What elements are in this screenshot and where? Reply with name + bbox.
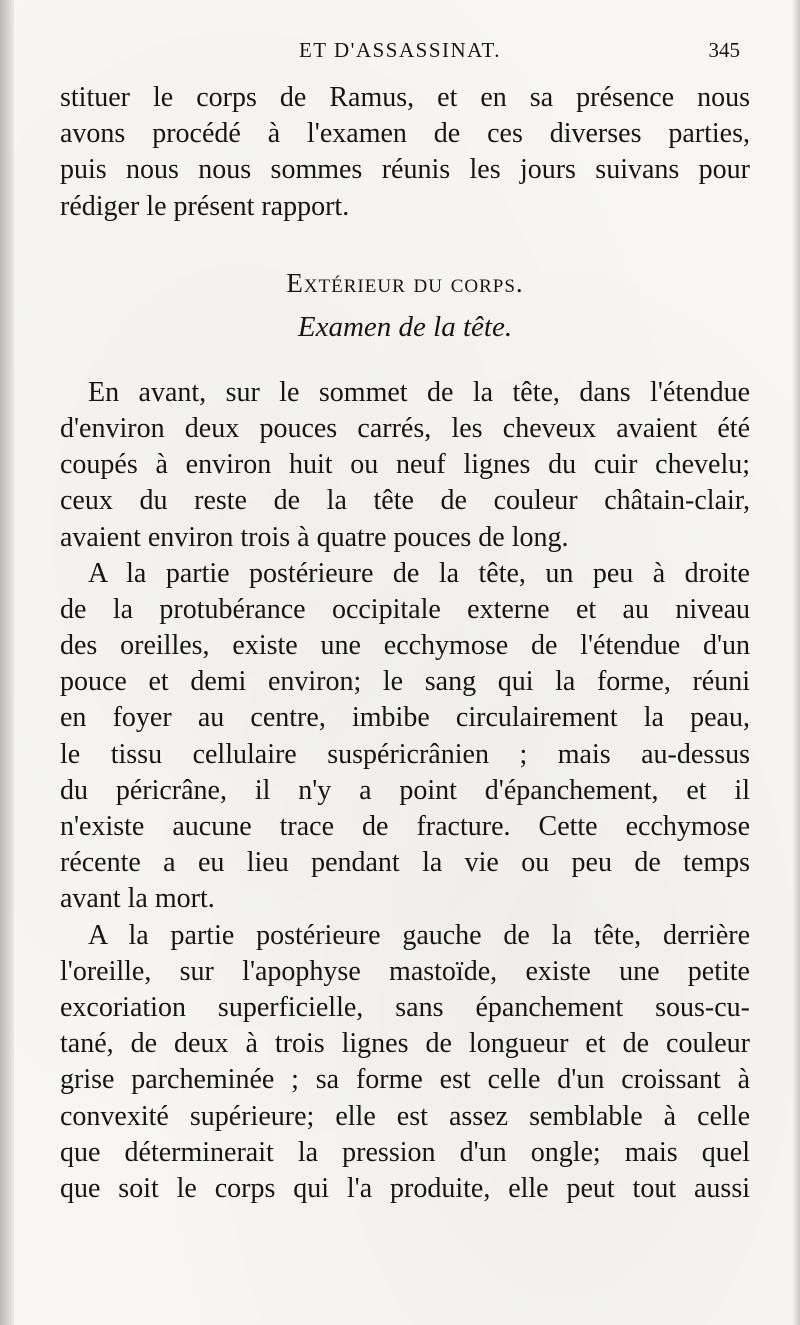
text-line: A la partie postérieure de la tête, un peu à droite (88, 557, 750, 589)
paragraph-3 (60, 918, 750, 1208)
text-line: stituer le corps de Ramus, et en sa présence nous (60, 82, 750, 113)
text-line: en foyer au centre, imbibe circulairement la peau, (60, 702, 750, 734)
subsection-heading: Examen de la tête. (297, 310, 513, 343)
text-line: coupés à environ huit ou neuf lignes du cuir chevelu; (60, 449, 750, 481)
text-line: avant la mort. (60, 883, 215, 915)
text-line: d'environ deux pouces carrés, les cheveux avaient été (60, 412, 750, 444)
text-line: pouce et demi environ; le sang qui la forme, réuni (60, 666, 750, 698)
page-edge-shadow (792, 0, 800, 1325)
text-line: avaient environ trois à quatre pouces de long. (60, 521, 569, 553)
paragraph-2 (60, 556, 750, 918)
text-line: convexité supérieure; elle est assez semblable à celle (60, 1100, 750, 1132)
text-line: n'existe aucune trace de fracture. Cette ecchymose (60, 811, 750, 842)
intro-paragraph (60, 80, 750, 225)
running-title: ET D'ASSASSINAT. (298, 38, 502, 62)
text-line: récente a eu lieu pendant la vie ou peu de temps (60, 847, 750, 879)
text-line: que déterminerait la pression d'un ongle; mais quel (60, 1136, 750, 1168)
text-line: En avant, sur le sommet de la tête, dans l'étendue (88, 376, 750, 408)
paragraph-1 (60, 375, 750, 556)
text-line: que soit le corps qui l'a produite, elle peut tout aussi (60, 1172, 750, 1204)
text-line: du péricrâne, il n'y a point d'épanchement, et il (60, 774, 750, 806)
page-number: 345 (708, 38, 740, 62)
section-heading: Extérieur du corps. (286, 267, 524, 298)
text-line: des oreilles, existe une ecchymose de l'étendue d'un (60, 630, 750, 662)
text-line: rédiger le présent rapport. (60, 190, 350, 222)
text-line: l'oreille, sur l'apophyse mastoïde, existe une petite (60, 955, 750, 987)
text-line: ceux du reste de la tête de couleur châtain-clair, (60, 485, 750, 517)
body-text (60, 80, 750, 1207)
text-line: le tissu cellulaire suspéricrânien ; mais au-dessus (60, 738, 750, 770)
text-line: avons procédé à l'examen de ces diverses parties, (60, 118, 750, 150)
text-line: grise parcheminée ; sa forme est celle d'un croissant à (60, 1064, 750, 1096)
page-header (60, 38, 740, 72)
text-line: puis nous nous sommes réunis les jours suivans pour (60, 154, 750, 186)
text-line: tané, de deux à trois lignes de longueur et de couleur (60, 1028, 750, 1060)
text-line: excoriation superficielle, sans épanchement sous-cu- (60, 991, 750, 1023)
page-gutter-shadow (0, 0, 14, 1325)
text-line: A la partie postérieure gauche de la tête, derrière (88, 919, 750, 951)
text-line: de la protubérance occipitale externe et au niveau (60, 593, 750, 625)
